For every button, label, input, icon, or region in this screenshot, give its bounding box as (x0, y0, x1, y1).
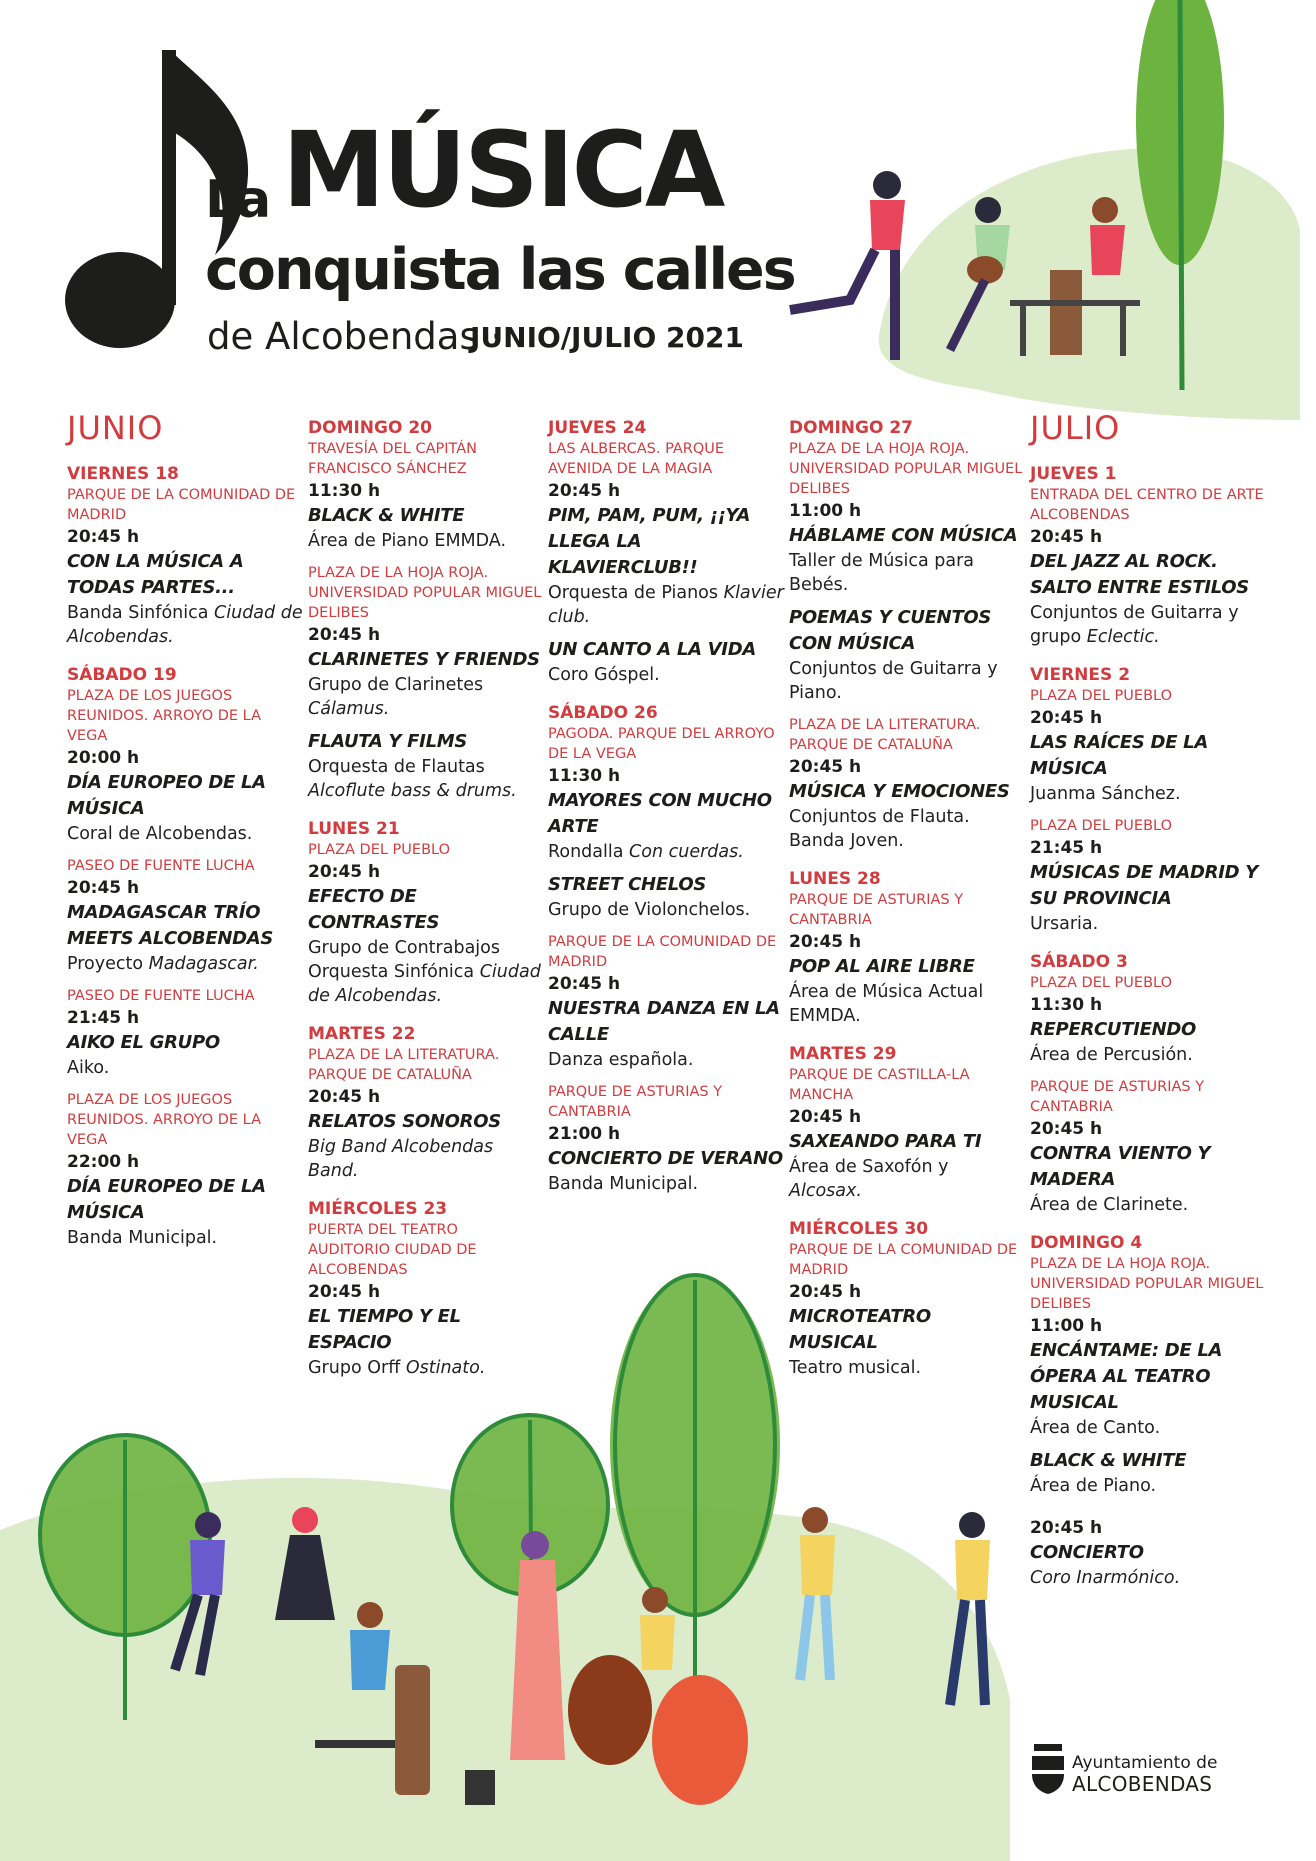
event-title: DEL JAZZ AL ROCK. SALTO ENTRE ESTILOS (1030, 551, 1249, 598)
event-entry (548, 1082, 784, 1196)
performer-name: Banda Municipal. (67, 1228, 218, 1248)
event-performer (789, 980, 1025, 1028)
event-time: 20:45 h (308, 625, 381, 645)
event-title: EFECTO DE CONTRASTES (308, 886, 440, 933)
performer-name: Grupo Orff (308, 1358, 401, 1378)
event-time: 11:00 h (789, 501, 862, 521)
event-place: PARQUE DE LA COMUNIDAD DE MADRID (67, 487, 296, 523)
event-entry (1030, 1077, 1266, 1217)
event-time: 11:30 h (1030, 995, 1103, 1015)
performer-name: Área de Clarinete. (1030, 1195, 1189, 1215)
column-3 (548, 418, 784, 1204)
event-performer (67, 822, 303, 846)
event-title: BLACK & WHITE (1030, 1450, 1187, 1471)
event-performer (789, 549, 1025, 597)
title-dates: JUNIO/JULIO 2021 (470, 321, 744, 354)
event-title: ENCÁNTAME: DE LA ÓPERA AL TEATRO MUSICAL (1030, 1340, 1223, 1413)
event-entry (67, 986, 303, 1080)
event-performer (308, 1135, 544, 1183)
event-place: PLAZA DE LA HOJA ROJA. UNIVERSIDAD POPULAR MIGUEL DELIBES (1030, 1256, 1264, 1312)
event-place: PARQUE DE ASTURIAS Y CANTABRIA (1030, 1079, 1205, 1115)
event-time: 20:45 h (308, 1087, 381, 1107)
column-2 (308, 418, 544, 1388)
event-entry (789, 715, 1025, 853)
performer-name: Coral de Alcobendas. (67, 824, 253, 844)
event-title: CONCIERTO (1030, 1542, 1144, 1563)
event-title: LAS RAÍCES DE LA MÚSICA (1030, 732, 1208, 779)
event-performer (789, 1155, 1025, 1203)
event-time: 20:45 h (789, 932, 862, 952)
title-city: de Alcobendas · (207, 315, 503, 358)
event-title: MICROTEATRO MUSICAL (789, 1306, 931, 1353)
event-title: HÁBLAME CON MÚSICA (789, 525, 1018, 546)
event-performer (308, 936, 544, 1008)
event-entry (67, 485, 303, 649)
day-heading: VIERNES 18 (67, 464, 179, 484)
performer-name: Ursaria. (1030, 914, 1099, 934)
title-musica: MÚSICA (282, 109, 723, 231)
event-title: POEMAS Y CUENTOS CON MÚSICA (789, 607, 992, 654)
event-entry (67, 1090, 303, 1250)
event-entry (308, 1045, 544, 1183)
performer-name: Danza española. (548, 1050, 694, 1070)
event-place: TRAVESÍA DEL CAPITÁN FRANCISCO SÁNCHEZ (308, 441, 478, 477)
event-performer (308, 1356, 544, 1380)
event-entry (1030, 686, 1266, 806)
event-place: PLAZA DEL PUEBLO (1030, 688, 1172, 704)
event-time: 20:45 h (548, 481, 621, 501)
event-place: PUERTA DEL TEATRO AUDITORIO CIUDAD DE ALCOBENDAS (308, 1222, 477, 1278)
day-heading: DOMINGO 20 (308, 418, 433, 438)
event-entry (1030, 1254, 1266, 1440)
event-title: BLACK & WHITE (308, 505, 465, 526)
performer-italic: Ostinato. (405, 1358, 486, 1378)
logo-text (1072, 1753, 1217, 1797)
event-entry (308, 840, 544, 1008)
event-place: PARQUE DE CASTILLA-LA MANCHA (789, 1067, 970, 1103)
performer-name: Área de Saxofón y (789, 1157, 949, 1177)
performer-name: Área de Piano. (1030, 1476, 1157, 1496)
event-time: 21:45 h (1030, 838, 1103, 858)
performer-italic: Madagascar. (148, 954, 259, 974)
day-heading: MIÉRCOLES 30 (789, 1219, 929, 1239)
event-performer (548, 581, 784, 629)
event-title: CLARINETES Y FRIENDS (308, 649, 540, 670)
performer-name: Proyecto (67, 954, 144, 974)
performer-name: Banda Municipal. (548, 1174, 699, 1194)
event-title: STREET CHELOS (548, 874, 707, 895)
event-performer (1030, 912, 1266, 936)
event-time: 20:45 h (789, 757, 862, 777)
event-performer (308, 529, 544, 553)
event-time: 20:45 h (1030, 527, 1103, 547)
event-place: PLAZA DEL PUEBLO (1030, 975, 1172, 991)
event-performer (308, 673, 544, 721)
event-performer (548, 663, 784, 687)
day-heading: SÁBADO 3 (1030, 952, 1128, 972)
top-green-blob (879, 148, 1300, 420)
performer-name: Orquesta de Pianos (548, 583, 719, 603)
day-heading: MARTES 22 (308, 1024, 416, 1044)
logo-line-2: ALCOBENDAS (1072, 1772, 1213, 1796)
event-time: 20:45 h (308, 1282, 381, 1302)
event-place: PARQUE DE LA COMUNIDAD DE MADRID (548, 934, 777, 970)
performer-name: Coro Góspel. (548, 665, 660, 685)
performer-italic: Klavier club. (548, 583, 784, 627)
performer-name: Área de Percusión. (1030, 1045, 1193, 1065)
day-heading: DOMINGO 4 (1030, 1233, 1143, 1253)
event-place: PAGODA. PARQUE DEL ARROYO DE LA VEGA (548, 726, 775, 762)
event-time: 11:30 h (308, 481, 381, 501)
event-time: 20:45 h (1030, 1518, 1103, 1538)
event-entry (1030, 973, 1266, 1067)
event-entry (308, 439, 544, 553)
performer-name: Teatro musical. (789, 1358, 922, 1378)
event-performer (1030, 1566, 1266, 1590)
event-place: PLAZA DEL PUEBLO (308, 842, 450, 858)
performer-name: Grupo de Clarinetes (308, 675, 484, 695)
event-time: 20:00 h (67, 748, 140, 768)
event-place: ENTRADA DEL CENTRO DE ARTE ALCOBENDAS (1030, 487, 1264, 523)
event-entry (1030, 1506, 1266, 1590)
event-performer (1030, 601, 1266, 649)
event-performer (67, 1056, 303, 1080)
event-title: FLAUTA Y FILMS (308, 731, 468, 752)
event-time: 22:00 h (67, 1152, 140, 1172)
event-title: MADAGASCAR TRÍO MEETS ALCOBENDAS (67, 902, 274, 949)
event-entry (548, 724, 784, 864)
event-entry (308, 1220, 544, 1380)
event-entry (789, 605, 1025, 705)
event-title: MÚSICA Y EMOCIONES (789, 781, 1010, 802)
performer-name: Taller de Música para Bebés. (789, 551, 975, 595)
event-performer (308, 755, 544, 803)
event-title: CONCIERTO DE VERANO (548, 1148, 783, 1169)
event-title: DÍA EUROPEO DE LA MÚSICA (67, 772, 266, 819)
event-place: PLAZA DE LOS JUEGOS REUNIDOS. ARROYO DE LA VEGA (67, 1092, 262, 1148)
performer-name: Grupo de Violonchelos. (548, 900, 751, 920)
day-heading: LUNES 21 (308, 819, 400, 839)
performer-name: Área de Música Actual EMMDA. (789, 982, 984, 1026)
event-title: UN CANTO A LA VIDA (548, 639, 756, 660)
day-heading: LUNES 28 (789, 869, 881, 889)
event-time: 21:45 h (67, 1008, 140, 1028)
event-entry (308, 729, 544, 803)
event-entry (67, 856, 303, 976)
event-title: POP AL AIRE LIBRE (789, 956, 975, 977)
performer-name: Área de Piano EMMDA. (308, 531, 507, 551)
performer-name: Aiko. (67, 1058, 110, 1078)
event-time: 20:45 h (67, 878, 140, 898)
event-performer (789, 657, 1025, 705)
performer-italic: Alcoflute bass & drums. (308, 781, 517, 801)
event-title: CON LA MÚSICA A TODAS PARTES... (67, 551, 244, 598)
event-performer (1030, 1474, 1266, 1498)
column-5 (1030, 409, 1266, 1598)
event-time: 20:45 h (548, 974, 621, 994)
performer-italic: Alcosax. (789, 1181, 862, 1201)
event-place: PLAZA DE LA LITERATURA. PARQUE DE CATALUÑA (308, 1047, 500, 1083)
day-heading: JUEVES 24 (548, 418, 647, 438)
logo-line-1: Ayuntamiento de (1072, 1753, 1218, 1773)
event-performer (67, 1226, 303, 1250)
event-time: 21:00 h (548, 1124, 621, 1144)
event-performer (548, 840, 784, 864)
event-place: PASEO DE FUENTE LUCHA (67, 858, 255, 874)
performer-name: Conjuntos de Guitarra y Piano. (789, 659, 998, 703)
event-place: LAS ALBERCAS. PARQUE AVENIDA DE LA MAGIA (548, 441, 725, 477)
event-entry (1030, 816, 1266, 936)
column-4 (789, 418, 1025, 1388)
event-title: DÍA EUROPEO DE LA MÚSICA (67, 1176, 266, 1223)
performer-name: Grupo de Contrabajos Orquesta Sinfónica (308, 938, 500, 982)
event-title: REPERCUTIENDO (1030, 1019, 1197, 1040)
event-performer (548, 898, 784, 922)
event-place: PARQUE DE ASTURIAS Y CANTABRIA (548, 1084, 723, 1120)
event-entry (548, 637, 784, 687)
performer-name: Conjuntos de Guitarra y grupo (1030, 603, 1239, 647)
event-time: 20:45 h (308, 862, 381, 882)
performer-name: Área de Canto. (1030, 1418, 1161, 1438)
event-entry (1030, 1448, 1266, 1498)
crest-icon (1030, 1744, 1066, 1794)
event-time: 11:00 h (1030, 1316, 1103, 1336)
performer-italic: Ciudad de Alcobendas. (308, 962, 541, 1006)
event-place: PLAZA DE LA LITERATURA. PARQUE DE CATALUÑA (789, 717, 981, 753)
event-entry (548, 872, 784, 922)
column-1 (67, 409, 303, 1258)
day-heading: JUEVES 1 (1030, 464, 1117, 484)
event-time: 20:45 h (1030, 708, 1103, 728)
ayuntamiento-logo (1030, 1738, 1220, 1800)
event-time: 11:30 h (548, 766, 621, 786)
hashtag-tagline (120, 7, 160, 240)
day-heading: MIÉRCOLES 23 (308, 1199, 448, 1219)
event-performer (1030, 782, 1266, 806)
day-heading: SÁBADO 26 (548, 703, 658, 723)
performer-italic: Con cuerdas. (629, 842, 744, 862)
event-title: RELATOS SONOROS (308, 1111, 501, 1132)
event-performer (1030, 1193, 1266, 1217)
event-title: SAXEANDO PARA TI (789, 1131, 982, 1152)
performer-name: Conjuntos de Flauta. Banda Joven. (789, 807, 970, 851)
performer-italic: Big Band Alcobendas Band. (308, 1137, 494, 1181)
event-entry (1030, 485, 1266, 649)
event-title: PIM, PAM, PUM, ¡¡YA LLEGA LA KLAVIERCLUB!! (548, 505, 751, 578)
performer-name: Rondalla (548, 842, 624, 862)
month-heading: JUNIO (67, 409, 164, 447)
title-la: La (205, 170, 270, 230)
event-place: PLAZA DE LA HOJA ROJA. UNIVERSIDAD POPULAR MIGUEL DELIBES (789, 441, 1023, 497)
day-heading: DOMINGO 27 (789, 418, 914, 438)
day-heading: MARTES 29 (789, 1044, 897, 1064)
performer-italic: Coro Inarmónico. (1030, 1568, 1181, 1588)
performer-name: Orquesta de Flautas (308, 757, 485, 777)
event-performer (548, 1172, 784, 1196)
event-title: CONTRA VIENTO Y MADERA (1030, 1143, 1211, 1190)
event-entry (789, 1065, 1025, 1203)
event-place: PLAZA DE LA HOJA ROJA. UNIVERSIDAD POPULAR MIGUEL DELIBES (308, 565, 542, 621)
event-entry (67, 686, 303, 846)
event-title: MAYORES CON MUCHO ARTE (548, 790, 772, 837)
event-place: PLAZA DE LOS JUEGOS REUNIDOS. ARROYO DE LA VEGA (67, 688, 262, 744)
event-entry (789, 439, 1025, 597)
event-time: 20:45 h (67, 527, 140, 547)
performer-italic: Eclectic. (1086, 627, 1160, 647)
event-place: PARQUE DE LA COMUNIDAD DE MADRID (789, 1242, 1018, 1278)
event-title: EL TIEMPO Y EL ESPACIO (308, 1306, 461, 1353)
month-heading: JULIO (1030, 409, 1121, 447)
event-performer (548, 1048, 784, 1072)
event-performer (1030, 1043, 1266, 1067)
performer-name: Banda Sinfónica (67, 603, 209, 623)
day-heading: VIERNES 2 (1030, 665, 1131, 685)
event-entry (789, 890, 1025, 1028)
performer-italic: Cálamus. (308, 699, 390, 719)
event-place: PLAZA DEL PUEBLO (1030, 818, 1172, 834)
event-time: 20:45 h (789, 1282, 862, 1302)
event-title: NUESTRA DANZA EN LA CALLE (548, 998, 780, 1045)
event-performer (1030, 1416, 1266, 1440)
hashtag-text: #dandoLANOTA (120, 7, 151, 240)
event-place: PASEO DE FUENTE LUCHA (67, 988, 255, 1004)
event-time: 20:45 h (789, 1107, 862, 1127)
event-performer (67, 952, 303, 976)
event-place: PARQUE DE ASTURIAS Y CANTABRIA (789, 892, 964, 928)
event-entry (548, 932, 784, 1072)
event-entry (548, 439, 784, 629)
event-performer (67, 601, 303, 649)
day-heading: SÁBADO 19 (67, 665, 177, 685)
performer-name: Juanma Sánchez. (1030, 784, 1181, 804)
event-title: MÚSICAS DE MADRID Y SU PROVINCIA (1030, 862, 1258, 909)
performer-italic: Ciudad de Alcobendas. (67, 603, 303, 647)
event-performer (789, 805, 1025, 853)
event-title: AIKO EL GRUPO (67, 1032, 220, 1053)
event-entry (308, 563, 544, 721)
title-subtitle: conquista las calles (205, 237, 795, 303)
event-time: 20:45 h (1030, 1119, 1103, 1139)
event-entry (789, 1240, 1025, 1380)
event-performer (789, 1356, 1025, 1380)
